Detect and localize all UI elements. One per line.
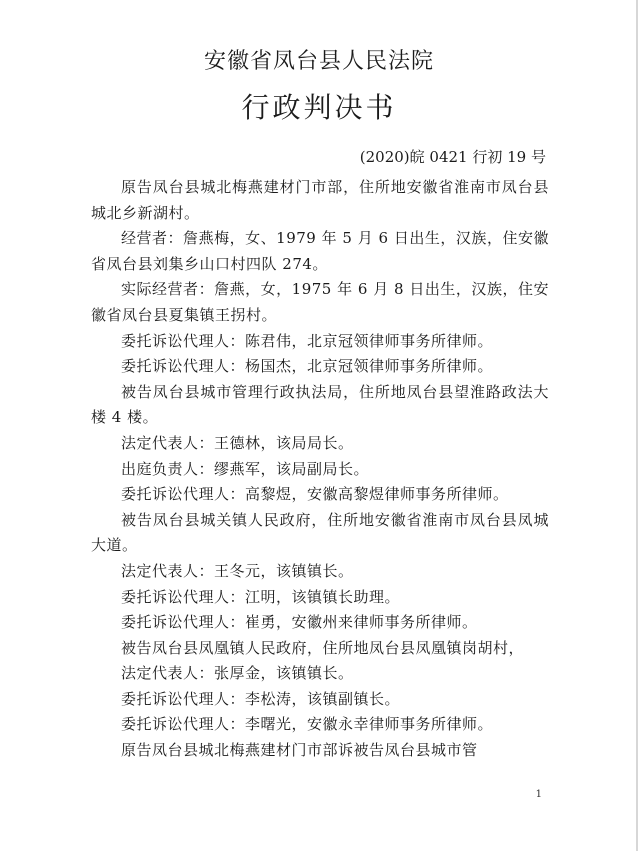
court-name: 安徽省凤台县人民法院 (203, 49, 434, 74)
paragraph: 出庭负责人：缪燕军，该局副局长。 (121, 459, 370, 478)
document-title: 行政判决书 (241, 91, 397, 124)
paragraph: 委托诉讼代理人：高黎煜，安徽高黎煜律师事务所律师。 (121, 485, 509, 504)
paragraph: 委托诉讼代理人：江明，该镇镇长助理。 (121, 587, 401, 606)
document-body (91, 175, 549, 764)
paragraph: 原告凤台县城北梅燕建材门市部诉被告凤台县城市管 (121, 741, 478, 760)
page-number: 1 (535, 789, 542, 800)
paragraph: 被告凤台县城关镇人民政府，住所地安徽省淮南市凤台县凤城大道。 (91, 510, 549, 555)
paragraph: 法定代表人：王冬元，该镇镇长。 (121, 561, 354, 580)
paragraph: 被告凤台县城市管理行政执法局，住所地凤台县望淮路政法大楼 4 楼。 (91, 382, 549, 427)
paragraph: 委托诉讼代理人：崔勇，安徽州来律师事务所律师。 (121, 613, 478, 632)
paragraph: 委托诉讼代理人：李曙光，安徽永幸律师事务所律师。 (121, 715, 494, 734)
paragraph: 法定代表人：王德林，该局局长。 (121, 433, 354, 452)
paragraph: 被告凤台县凤凰镇人民政府，住所地凤台县凤凰镇岗胡村， (121, 638, 525, 657)
paragraph: 委托诉讼代理人：杨国杰，北京冠领律师事务所律师。 (121, 357, 494, 376)
paragraph: 法定代表人：张厚金，该镇镇长。 (121, 664, 354, 683)
paragraph: 经营者：詹燕梅，女、1979 年 5 月 6 日出生，汉族，住安徽省凤台县刘集乡山口村四队 274。 (91, 229, 549, 273)
case-number: (2020)皖 0421 行初 19 号 (359, 148, 546, 166)
paragraph: 委托诉讼代理人：陈君伟，北京冠领律师事务所律师。 (121, 331, 494, 350)
paragraph: 委托诉讼代理人：李松涛，该镇副镇长。 (121, 689, 401, 708)
paragraph: 原告凤台县城北梅燕建材门市部，住所地安徽省淮南市凤台县城北乡新湖村。 (91, 178, 549, 222)
paragraph: 实际经营者：詹燕，女，1975 年 6 月 8 日出生，汉族，住安徽省凤台县夏集镇王拐村。 (91, 280, 549, 324)
